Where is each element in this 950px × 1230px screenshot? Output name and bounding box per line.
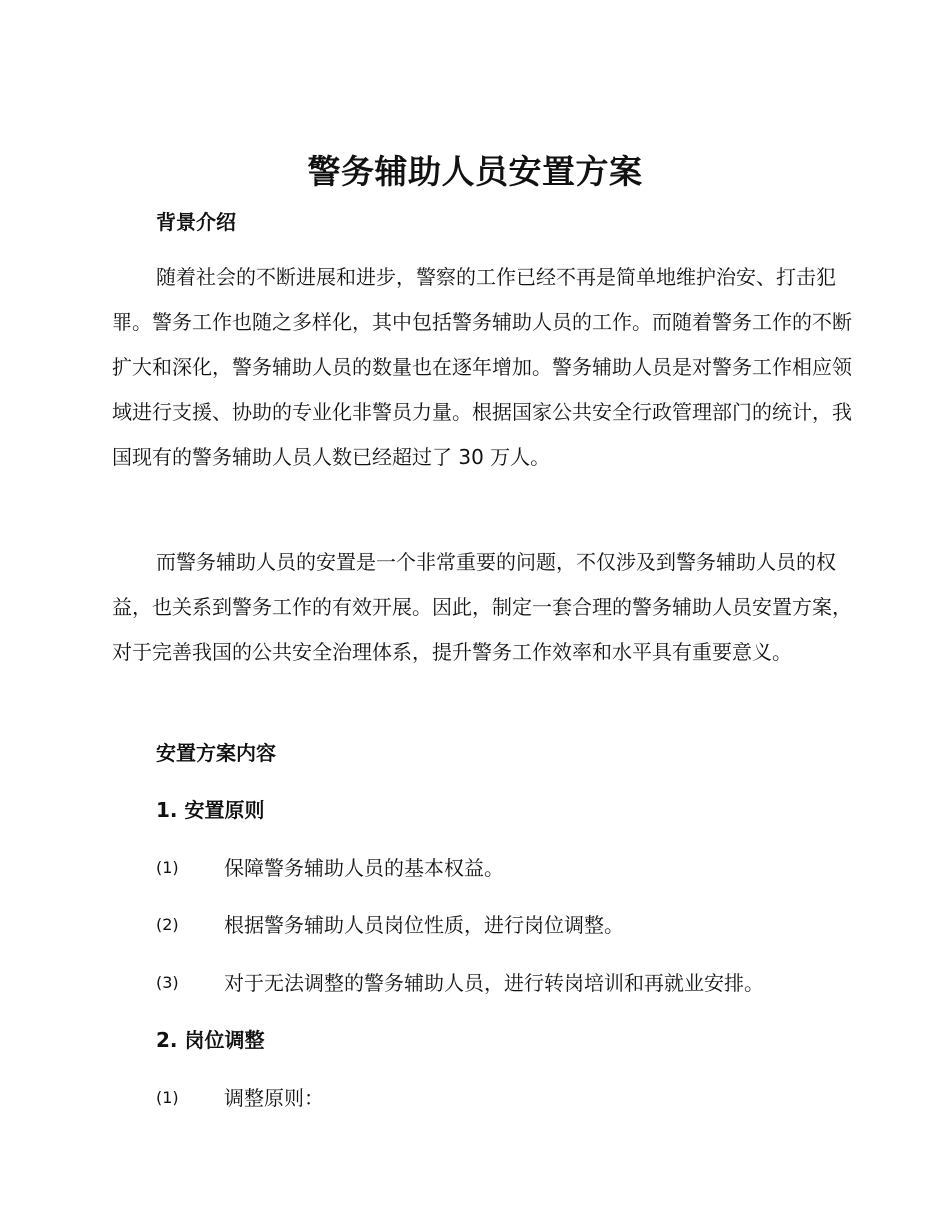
subheading-principles: 1. 安置原则 bbox=[156, 798, 265, 822]
subheading-adjustment: 2. 岗位调整 bbox=[156, 1028, 265, 1052]
list-item-number: (2) bbox=[156, 915, 179, 934]
document-title: 警务辅助人员安置方案 bbox=[307, 152, 643, 191]
list-item bbox=[156, 853, 856, 883]
section-heading-background: 背景介绍 bbox=[156, 210, 236, 234]
list-item-number: (1) bbox=[156, 858, 179, 877]
list-item-text: 保障警务辅助人员的基本权益。 bbox=[224, 856, 504, 880]
list-item bbox=[156, 910, 856, 940]
section-heading-plan: 安置方案内容 bbox=[156, 741, 276, 765]
list-item-text: 对于无法调整的警务辅助人员，进行转岗培训和再就业安排。 bbox=[224, 971, 764, 995]
background-paragraph-2: 而警务辅助人员的安置是一个非常重要的问题，不仅涉及到警务辅助人员的权益，也关系到警务工作的有效开展。因此，制定一套合理的警务辅助人员安置方案，对于完善我国的公共安全治理体系，提升警务工作效率和水平具有重要意义。 bbox=[112, 550, 852, 664]
list-item bbox=[156, 1083, 856, 1113]
list-item-number: (1) bbox=[156, 1088, 179, 1107]
list-item-number: (3) bbox=[156, 973, 179, 992]
list-item-text: 根据警务辅助人员岗位性质，进行岗位调整。 bbox=[224, 913, 624, 937]
background-paragraph-1: 随着社会的不断进展和进步，警察的工作已经不再是简单地维护治安、打击犯罪。警务工作也随之多样化，其中包括警务辅助人员的工作。而随着警务工作的不断扩大和深化，警务辅助人员的数量也在逐年增加。警务辅助人员是对警务工作相应领域进行支援、协助的专业化非警员力量。根据国家公共安全行政管理部门的统计，我国现有的警务辅助人员人数已经超过了 30 万人。 bbox=[112, 265, 852, 469]
list-item bbox=[156, 968, 856, 998]
list-item-text: 调整原则： bbox=[224, 1086, 324, 1110]
